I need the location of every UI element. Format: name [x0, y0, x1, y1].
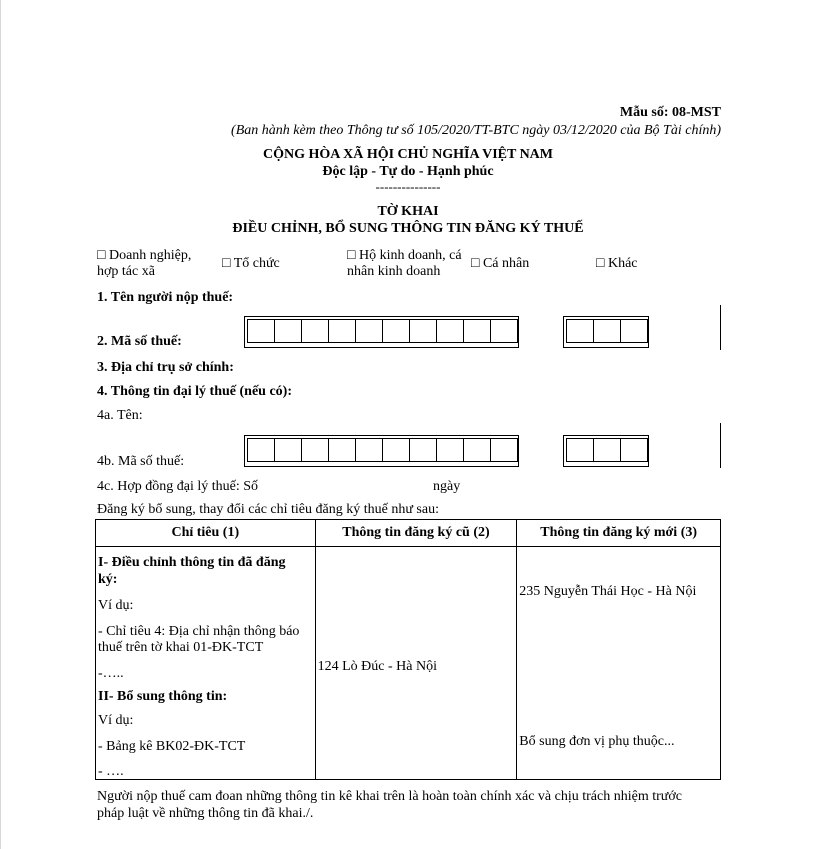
criteria-item-1-line-2: thuế trên tờ khai 01-ĐK-TCT [98, 640, 264, 655]
criteria-ellipsis: - …. [98, 764, 124, 779]
table-row [96, 547, 721, 780]
tax-code-label: 2. Mã số thuế: [97, 334, 182, 349]
tax-code-boxes[interactable] [244, 316, 519, 348]
section-supplement-title: II- Bổ sung thông tin: [98, 689, 228, 704]
taxpayer-name-label: 1. Tên người nộp thuế: [97, 290, 234, 305]
checkbox-household-label-2: nhân kinh doanh [347, 264, 441, 279]
issued-note: (Ban hành kèm theo Thông tư số 105/2020/TT-BTC ngày 03/12/2020 của Bộ Tài chính) [231, 123, 721, 138]
supplement-info: Bổ sung đơn vị phụ thuộc... [519, 734, 675, 749]
checkbox-household-label-1: □ Hộ kinh doanh, cá [347, 248, 462, 263]
tax-code-suffix-digit[interactable] [620, 319, 648, 343]
form-subtitle: ĐIỀU CHỈNH, BỔ SUNG THÔNG TIN ĐĂNG KÝ THUẾ [232, 221, 584, 236]
table-intro: Đăng ký bổ sung, thay đổi các chỉ tiêu đăng ký thuế như sau: [97, 502, 439, 517]
criteria-ellipsis: -….. [98, 666, 124, 681]
motto: Độc lập - Tự do - Hạnh phúc [322, 164, 494, 179]
checkbox-enterprise-label-2: hợp tác xã [97, 264, 155, 279]
agent-tax-code-suffix-boxes[interactable] [563, 435, 649, 467]
form-title: TỜ KHAI [377, 204, 439, 219]
example-label: Ví dụ: [98, 713, 134, 728]
agent-tax-code-digit[interactable] [490, 438, 518, 462]
tax-code-digit[interactable] [274, 319, 302, 343]
agent-name-label: 4a. Tên: [97, 408, 143, 423]
agent-tax-code-label: 4b. Mã số thuế: [97, 454, 185, 469]
tax-code-digit[interactable] [382, 319, 410, 343]
tax-code-digit[interactable] [328, 319, 356, 343]
checkbox-individual[interactable]: □ Cá nhân [471, 256, 530, 271]
new-info-cell [517, 547, 721, 780]
margin-line [720, 423, 721, 468]
criteria-item-2: - Bảng kê BK02-ĐK-TCT [98, 739, 246, 754]
commitment-line-2: pháp luật về những thông tin đã khai./. [97, 806, 314, 821]
tax-code-digit[interactable] [247, 319, 275, 343]
tax-code-digit[interactable] [490, 319, 518, 343]
tax-code-suffix-digit[interactable] [566, 319, 594, 343]
country-name: CỘNG HÒA XÃ HỘI CHỦ NGHĨA VIỆT NAM [262, 147, 553, 162]
section-adjust-title-1: I- Điều chỉnh thông tin đã đăng [98, 555, 286, 570]
page-edge [0, 0, 1, 849]
margin-line [720, 305, 721, 350]
head-office-address-label: 3. Địa chỉ trụ sở chính: [97, 360, 234, 375]
agent-tax-code-digit[interactable] [247, 438, 275, 462]
tax-code-digit[interactable] [355, 319, 383, 343]
tax-code-digit[interactable] [301, 319, 329, 343]
agent-tax-code-digit[interactable] [274, 438, 302, 462]
checkbox-household[interactable] [347, 248, 462, 280]
checkbox-organization[interactable]: □ Tổ chức [222, 256, 280, 271]
table-header-row [96, 520, 721, 547]
agent-tax-code-suffix-digit[interactable] [593, 438, 621, 462]
tax-code-digit[interactable] [409, 319, 437, 343]
checkbox-enterprise-label-1: □ Doanh nghiệp, [97, 248, 192, 263]
agent-tax-code-boxes[interactable] [244, 435, 519, 467]
new-address: 235 Nguyễn Thái Học - Hà Nội [519, 584, 697, 599]
column-header-old-info: Thông tin đăng ký cũ (2) [315, 520, 517, 547]
checkbox-enterprise[interactable] [97, 248, 191, 280]
agent-tax-code-digit[interactable] [409, 438, 437, 462]
agent-tax-code-suffix-digit[interactable] [620, 438, 648, 462]
section-adjust-title-2: ký: [98, 572, 118, 587]
commitment-line-1: Người nộp thuế cam đoan những thông tin kê khai trên là hoàn toàn chính xác và chịu trách nhiệm trước [97, 789, 682, 804]
checkbox-other[interactable]: □ Khác [596, 256, 638, 271]
tax-code-digit[interactable] [436, 319, 464, 343]
agent-tax-code-digit[interactable] [301, 438, 329, 462]
agent-tax-code-digit[interactable] [355, 438, 383, 462]
tax-code-digit[interactable] [463, 319, 491, 343]
agent-tax-code-digit[interactable] [328, 438, 356, 462]
tax-code-suffix-boxes[interactable] [563, 316, 649, 348]
agent-tax-code-digit[interactable] [463, 438, 491, 462]
column-header-criteria: Chỉ tiêu (1) [96, 520, 316, 547]
column-header-new-info: Thông tin đăng ký mới (3) [517, 520, 721, 547]
example-label: Ví dụ: [98, 598, 134, 613]
old-address: 124 Lò Đúc - Hà Nội [317, 659, 437, 674]
agent-contract-date-label: ngày [433, 479, 461, 494]
criteria-cell [96, 547, 316, 780]
agent-info-label: 4. Thông tin đại lý thuế (nếu có): [97, 384, 292, 399]
criteria-item-1-line-1: - Chỉ tiêu 4: Địa chỉ nhận thông báo [98, 624, 300, 639]
form-number: Mẫu số: 08-MST [619, 105, 721, 120]
agent-contract-label: 4c. Hợp đồng đại lý thuế: Số [97, 479, 258, 494]
agent-tax-code-digit[interactable] [436, 438, 464, 462]
tax-code-suffix-digit[interactable] [593, 319, 621, 343]
header-divider: --------------- [375, 179, 441, 194]
agent-tax-code-digit[interactable] [382, 438, 410, 462]
old-info-cell [315, 547, 517, 780]
registration-change-table [95, 519, 721, 780]
agent-tax-code-suffix-digit[interactable] [566, 438, 594, 462]
